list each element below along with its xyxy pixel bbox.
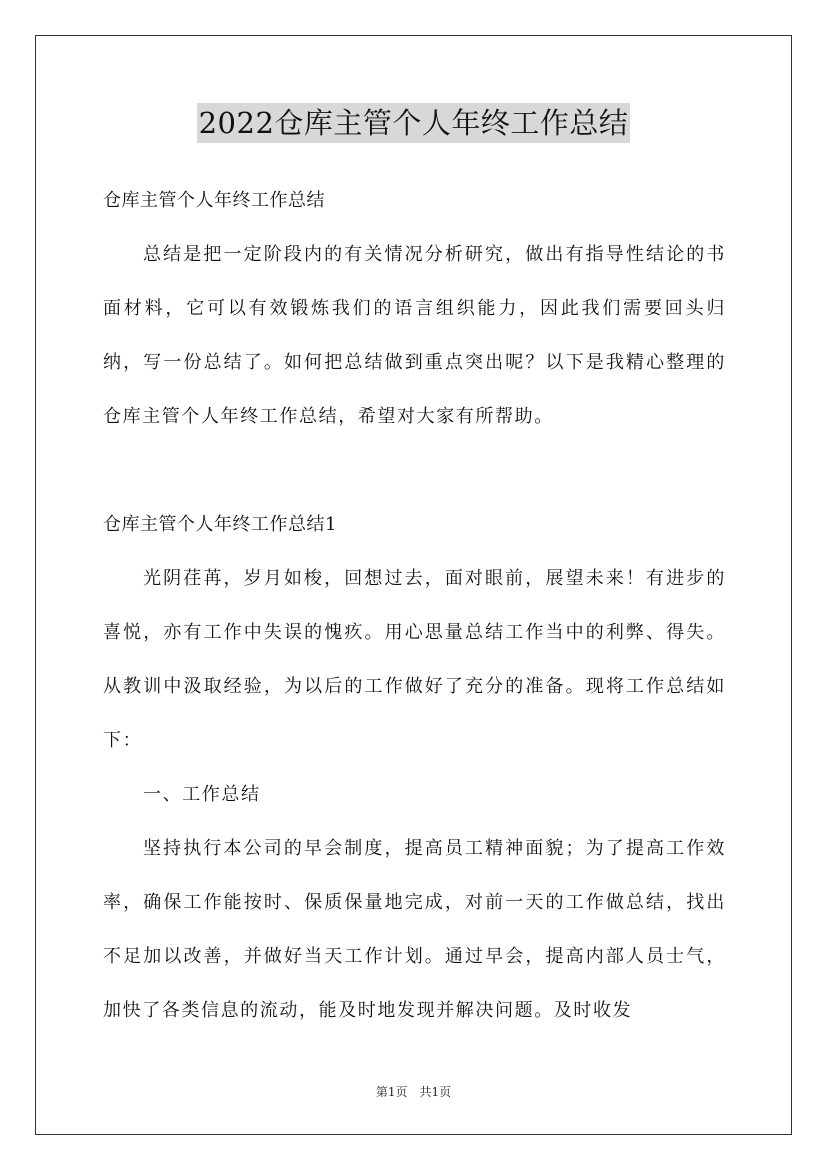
document-body	[103, 174, 726, 1038]
subsection-heading: 一、工作总结	[143, 784, 261, 805]
intro-paragraph: 总结是把一定阶段内的有关情况分析研究，做出有指导性结论的书面材料，它可以有效锻炼我们的语言组织能力，因此我们需要回头归纳，写一份总结了。如何把总结做到重点突出呢？以下是我精心整理的仓库主管个人年终工作总结，希望对大家有所帮助。	[103, 244, 726, 427]
body-paragraph: 坚持执行本公司的早会制度，提高员工精神面貌；为了提高工作效率，确保工作能按时、保质保量地完成，对前一天的工作做总结，找出不足加以改善，并做好当天工作计划。通过早会，提高内部人员士气，加快了各类信息的流动，能及时地发现并解决问题。及时收发	[103, 838, 726, 1021]
section-heading-1: 仓库主管个人年终工作总结1	[103, 514, 337, 535]
title-container	[0, 103, 827, 143]
body-paragraph: 光阴荏苒，岁月如梭，回想过去，面对眼前，展望未来！有进步的喜悦，亦有工作中失误的愧疚。用心思量总结工作当中的利弊、得失。从教训中汲取经验，为以后的工作做好了充分的准备。现将工作总结如下：	[103, 568, 726, 751]
section-heading: 仓库主管个人年终工作总结	[103, 190, 325, 211]
page-number: 第1页	[375, 1085, 408, 1099]
page-total: 共1页	[419, 1085, 452, 1099]
document-title: 2022仓库主管个人年终工作总结	[197, 103, 631, 143]
page-footer	[0, 1083, 827, 1101]
